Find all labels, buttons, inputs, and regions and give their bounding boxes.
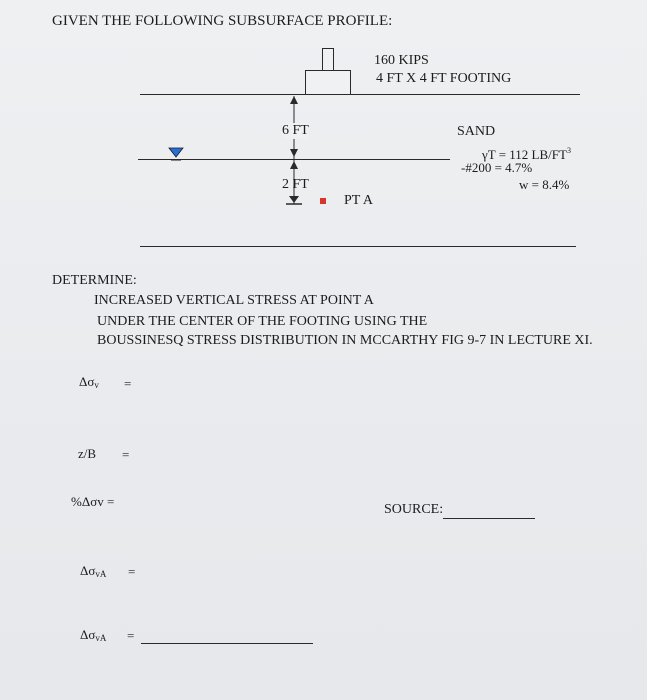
delta-sigma-va-equals-2: = [127, 628, 135, 643]
point-a-label: PT A [344, 193, 373, 208]
load-label: 160 KIPS [374, 53, 429, 68]
point-a-marker [320, 198, 326, 204]
z-over-b-equals: = [122, 447, 130, 462]
water-table-line [138, 159, 450, 160]
moisture-content: w = 8.4% [519, 177, 570, 192]
footing-size-label: 4 FT X 4 FT FOOTING [376, 71, 512, 86]
profile-bottom-line [140, 246, 576, 247]
delta-sigma-v-equals: = [124, 376, 132, 391]
determine-title: DETERMINE: [52, 273, 137, 288]
z-over-b-label: z/B [78, 446, 97, 461]
unit-weight-symbol: γT [482, 147, 496, 162]
determine-line-1: INCREASED VERTICAL STRESS AT POINT A [94, 293, 374, 308]
determine-line-2: UNDER THE CENTER OF THE FOOTING USING THE [97, 314, 428, 329]
depth-below-water-label: 2 FT [282, 177, 309, 192]
unit-weight-value: = 112 LB/FT [498, 147, 567, 162]
source-answer-line[interactable] [443, 518, 535, 519]
delta-sigma-va-label-2: $\Delta\sigma_{vA}$ [80, 627, 107, 643]
water-table-icon [166, 146, 196, 166]
soil-name: SAND [457, 124, 496, 139]
delta-sigma-va-label: $\Delta\sigma_{vA}$ [80, 563, 107, 579]
fines-content: -#200 = 4.7% [461, 160, 533, 175]
percent-delta-sigma-label: %Δσv = [71, 494, 115, 509]
delta-sigma-v-label: $\Delta\sigma_v$ [79, 374, 99, 390]
page-heading: GIVEN THE FOLLOWING SUBSURFACE PROFILE: [52, 13, 393, 29]
delta-sigma-va-equals: = [128, 564, 136, 579]
unit-weight-exponent: 3 [566, 146, 571, 155]
depth-to-water-label: 6 FT [282, 123, 309, 138]
determine-line-3: BOUSSINESQ STRESS DISTRIBUTION IN MCCARTHY FIG 9-7 IN LECTURE XI. [97, 333, 593, 348]
source-label: SOURCE: [384, 502, 444, 517]
delta-sigma-va-answer-line[interactable] [141, 643, 313, 644]
